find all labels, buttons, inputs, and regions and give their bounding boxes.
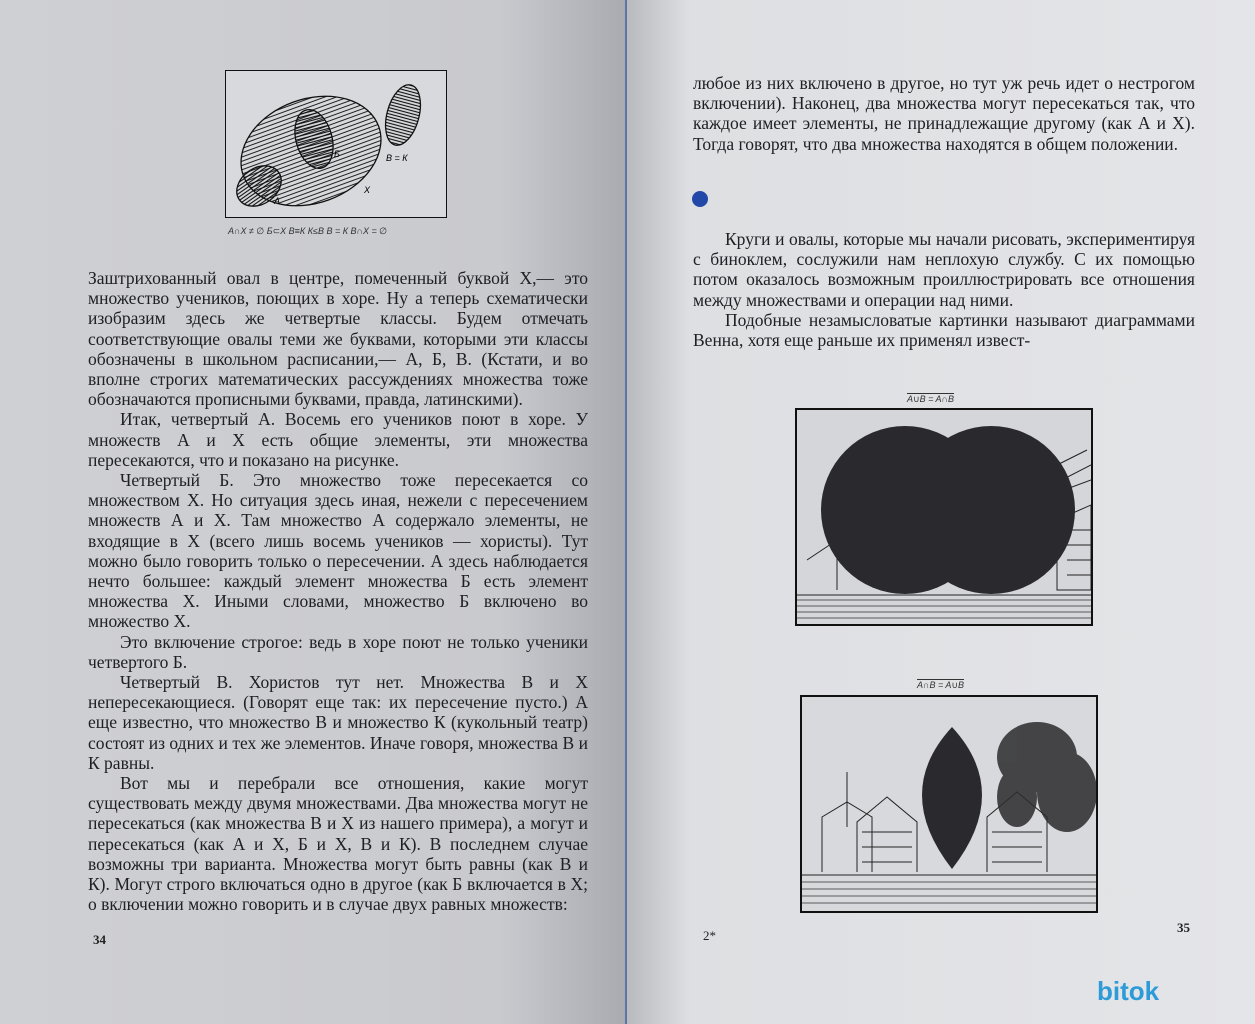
label-v-eq-k: В = К (386, 153, 408, 163)
label-x: Х (364, 185, 371, 195)
union-figure (795, 408, 1093, 626)
right-page (627, 0, 1255, 1024)
euler-diagram-caption: А∩Х ≠ ∅ Б⊂Х В≡К К≤В В = К В∩Х = ∅ (228, 226, 388, 236)
right-page-number: 35 (1177, 920, 1190, 935)
euler-diagram (226, 71, 445, 216)
left-paragraph: Это включение строгое: ведь в хоре поют не только ученики четвертого Б. (88, 631, 588, 672)
intersection-figure-caption: A∩B = A∪B (917, 680, 964, 690)
left-paragraph: Четвертый Б. Это множество тоже пересекается со множеством Х. Но ситуация здесь иная, нежели с пересечением множеств А и Х. Там множество А содержало элементы, не входящие в Х (всего лишь восемь учеников — хористы). Тут можно было говорить только о пересечении. А здесь наблюдается нечто большее: каждый элемент множества Б есть элемент множества Х. Иными словами, множество Б включено во множество Х. (88, 470, 588, 632)
set-v-oval (380, 81, 427, 149)
right-body-text (693, 229, 1195, 350)
label-b: Б (334, 149, 340, 159)
left-paragraph: Вот мы и перебрали все отношения, какие могут существовать между двумя множествами. Два множества могут не пересекаться (как множества В и Х из нашего примера), а могут и пересекаться (как А и Х, Б и Х, В и К). В последнем случае возможны три варианта. Множества могут быть равны (как В и К). Могут строго включаться одно в другое (как Б включается в Х; о включении можно говорить и в случае двух равных множеств: (88, 773, 588, 915)
union-figure-caption: A∪B = A∩B (907, 394, 954, 404)
left-page (0, 0, 625, 1024)
euler-diagram-figure (225, 70, 447, 218)
right-top-text (693, 73, 1195, 154)
section-bullet-icon (692, 191, 708, 207)
right-top-paragraph: любое из них включено в другое, но тут уж речь идет о нестрогом включении). Наконец, два множества могут пересекаться так, что каждое имеет элементы, не принадлежащие другому (как А и Х). Тогда говорят, что два множества находятся в общем положении. (693, 73, 1195, 154)
left-paragraph: Заштрихованный овал в центре, помеченный буквой Х,— это множество учеников, поющих в хоре. Ну а теперь схематически изобразим здесь же четвертые классы. Будем отмечать соответствующие овалы теми же буквами, которыми эти классы обозначены в школьном расписании,— А, Б, В. (Кстати, и во вполне строгих математических рассуждениях множества тоже обозначаются прописными буквами, правда, латинскими). (88, 268, 588, 410)
right-paragraph: Подобные незамысловатые картинки называют диаграммами Венна, хотя еще раньше их применял извест- (693, 309, 1195, 351)
union-illustration (797, 410, 1091, 624)
intersection-illustration (802, 697, 1096, 911)
right-paragraph: Круги и овалы, которые мы начали рисовать, экспериментируя с биноклем, сослужили нам неплохую службу. С их помощью потом оказалось возможным проиллюстрировать все отношения между множествами и операции над ними. (693, 229, 1195, 310)
intersection-figure (800, 695, 1098, 913)
left-body-text (88, 268, 588, 915)
bitok-watermark-logo: bitok (1097, 976, 1160, 1006)
union-shape (821, 426, 1075, 594)
label-a: А (274, 196, 281, 206)
left-paragraph: Четвертый В. Хористов тут нет. Множества В и Х непересекающиеся. (Говорят еще так: их пересечение пусто.) А еще известно, что множество В и множество К (кукольный театр) состоят из одних и тех же элементов. Иначе говоря, множества В и К равны. (88, 672, 588, 773)
left-paragraph: Итак, четвертый А. Восемь его учеников поют в хоре. У множеств А и Х есть общие элементы, эти множества пересекаются, что и показано на рисунке. (88, 409, 588, 470)
signature-mark: 2* (703, 928, 716, 943)
left-page-number: 34 (93, 932, 106, 947)
